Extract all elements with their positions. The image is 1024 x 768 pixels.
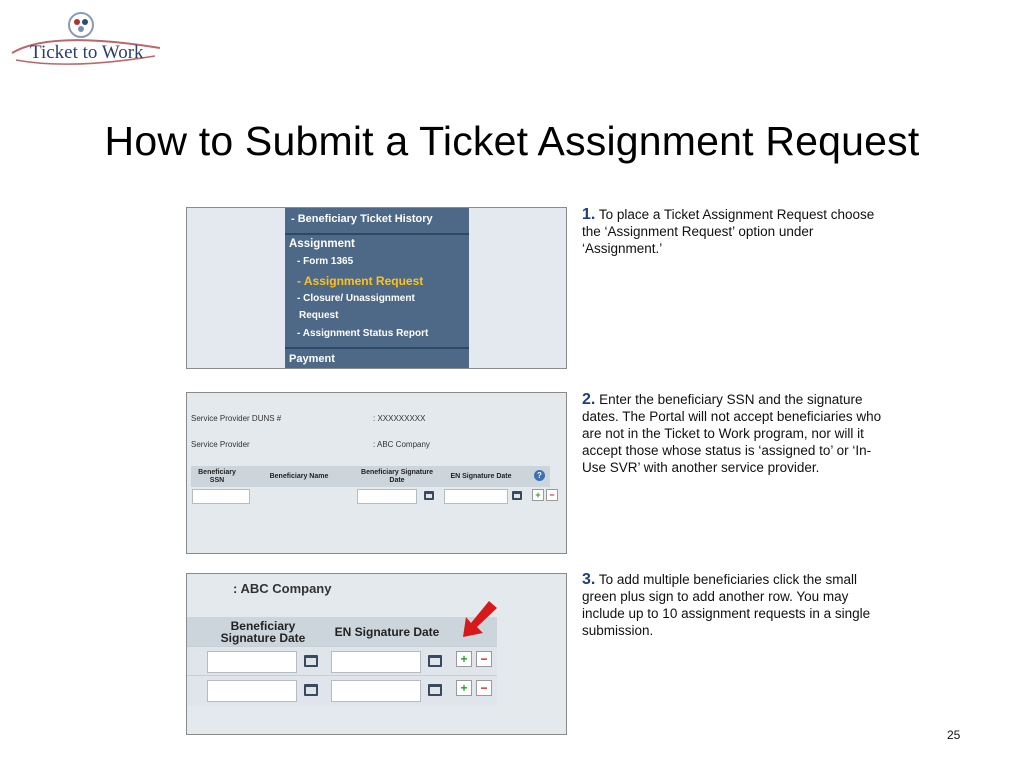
- provider-label: Service Provider: [191, 440, 250, 449]
- duns-label: Service Provider DUNS #: [191, 414, 282, 423]
- menu-item-assignment-request[interactable]: - Assignment Request: [297, 274, 424, 288]
- ticket-to-work-logo: [10, 8, 170, 70]
- add-row-button[interactable]: +: [456, 680, 472, 696]
- calendar-icon[interactable]: [304, 684, 318, 696]
- calendar-icon[interactable]: [304, 655, 318, 667]
- calendar-icon[interactable]: [428, 655, 442, 667]
- step-text: To place a Ticket Assignment Request choose the ‘Assignment Request’ option under ‘Assignment.’: [582, 207, 875, 256]
- page-number: 25: [947, 728, 961, 742]
- header-ssn: Beneficiary SSN: [198, 468, 236, 484]
- en-date-input[interactable]: [444, 489, 508, 504]
- table-row: [187, 675, 497, 706]
- step-number: 3.: [582, 571, 596, 588]
- signature-date-input[interactable]: [357, 489, 417, 504]
- help-icon[interactable]: ?: [534, 470, 545, 481]
- menu-section-assignment: Assignment: [289, 238, 355, 250]
- add-row-button[interactable]: +: [532, 489, 544, 501]
- step-number: 1.: [582, 206, 596, 223]
- menu-item-ticket-history[interactable]: - Beneficiary Ticket History: [291, 213, 433, 225]
- table-header: [187, 617, 497, 646]
- menu-item-closure-unassignment[interactable]: - Closure/ Unassignment: [297, 293, 415, 304]
- remove-row-button[interactable]: −: [476, 680, 492, 696]
- table-header: [191, 466, 550, 487]
- calendar-icon[interactable]: [428, 684, 442, 696]
- header-en-date: EN Signature Date: [450, 472, 512, 480]
- signature-date-input[interactable]: [207, 651, 297, 673]
- company-name: : ABC Company: [233, 581, 332, 596]
- add-row-button[interactable]: +: [456, 651, 472, 667]
- menu-screenshot: [186, 207, 567, 369]
- calendar-icon[interactable]: [512, 491, 522, 500]
- step-3: [582, 571, 882, 639]
- logo-text: Ticket to Work: [30, 42, 144, 63]
- menu-divider: [285, 347, 469, 349]
- menu-item-form-1365[interactable]: - Form 1365: [297, 256, 354, 267]
- step-text: Enter the beneficiary SSN and the signature dates. The Portal will not accept beneficiaries who are not in the Ticket to Work program, nor will it accept those whose status is ‘assigned to’ or ‘In-Use SVR’ with another service provider.: [582, 392, 882, 475]
- add-rows-screenshot: [186, 573, 567, 735]
- menu-item-status-report[interactable]: - Assignment Status Report: [297, 328, 429, 339]
- header-name: Beneficiary Name: [269, 472, 329, 480]
- remove-row-button[interactable]: −: [476, 651, 492, 667]
- step-1: [582, 206, 882, 257]
- header-en-date: EN Signature Date: [334, 624, 440, 639]
- page-title: How to Submit a Ticket Assignment Request: [104, 118, 920, 164]
- en-date-input[interactable]: [331, 680, 421, 702]
- step-text: To add multiple beneficiaries click the small green plus sign to add another row. You may include up to 10 assignment requests in a single submission.: [582, 572, 871, 638]
- provider-value: : ABC Company: [373, 440, 430, 449]
- red-arrow-icon: [455, 599, 499, 643]
- remove-row-button[interactable]: −: [546, 489, 558, 501]
- en-date-input[interactable]: [331, 651, 421, 673]
- duns-value: : XXXXXXXXX: [373, 414, 426, 423]
- signature-date-input[interactable]: [207, 680, 297, 702]
- menu-item-closure-request[interactable]: Request: [299, 310, 339, 321]
- header-signature-date: Beneficiary Signature Date: [220, 618, 306, 645]
- ssn-input[interactable]: [192, 489, 250, 504]
- step-number: 2.: [582, 391, 596, 408]
- form-screenshot: [186, 392, 567, 554]
- step-2: [582, 391, 882, 476]
- calendar-icon[interactable]: [424, 491, 434, 500]
- menu-divider: [285, 233, 469, 235]
- menu-section-payment[interactable]: Payment: [289, 353, 335, 365]
- table-row: [187, 646, 497, 677]
- header-signature-date: Beneficiary Signature Date: [361, 468, 433, 484]
- assignment-menu: [285, 208, 469, 368]
